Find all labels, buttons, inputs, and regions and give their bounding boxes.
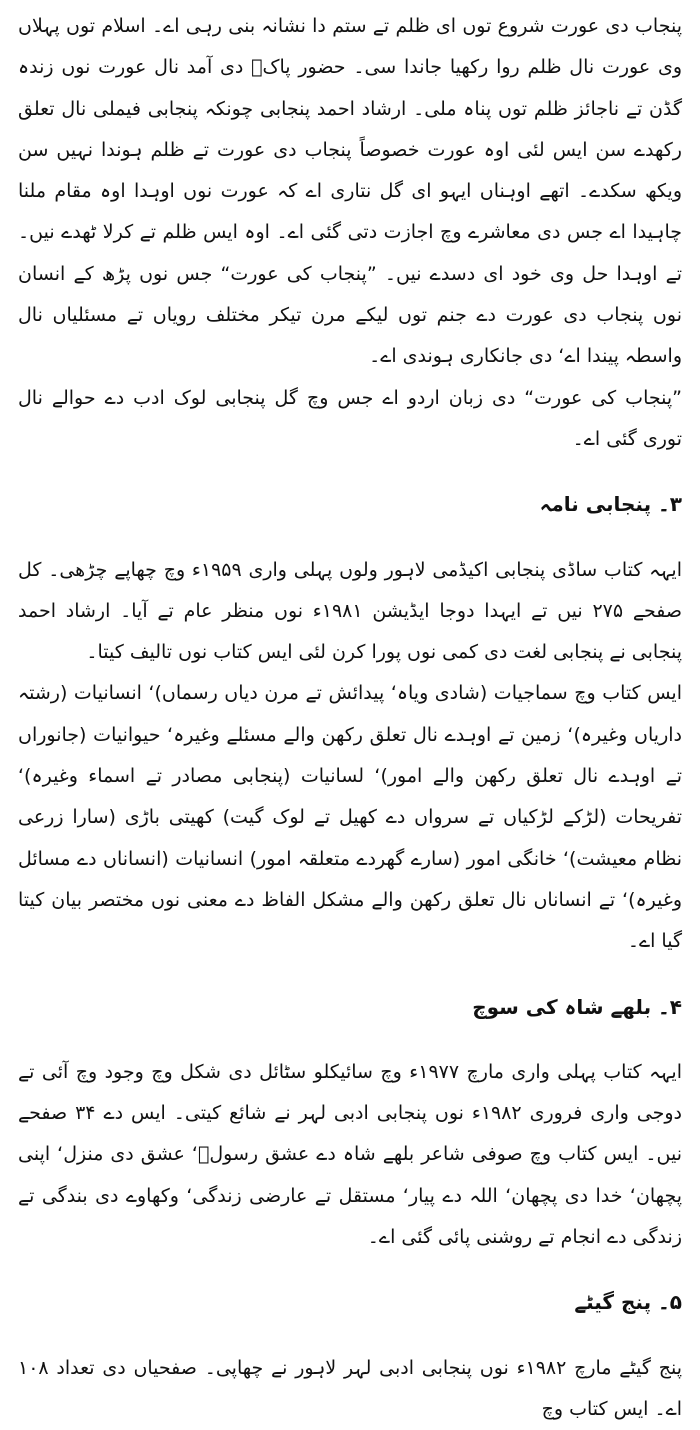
section-gap [18, 1028, 682, 1052]
section-gap [18, 526, 682, 550]
body-paragraph: ایہہ کتاب پہلی واری مارچ ۱۹۷۷ء وچ سائیکلو سٹائل دی شکل وچ وجود وچ آئی تے دوجی واری فروری ۱۹۸۲ء نوں پنجابی ادبی لہر نے شائع کیتی۔ ایس دے ۳۴ صفحے نیں۔ ایس کتاب وچ صوفی شاعر بلھے شاہ دے عشق رسولؐ‘ عشق دی منزل‘ اپنی پچھان‘ خدا دی پچھان‘ اللہ دے پیار‘ مستقل تے عارضی زندگی‘ وکھاوے دی بندگی تے زندگی دے انجام تے روشنی پائی گئی اے۔ [18, 1060, 682, 1249]
body-paragraph: پنج گیٹے مارچ ۱۹۸۲ء نوں پنجابی ادبی لہر لاہور نے چھاپی۔ صفحیاں دی تعداد ۱۰۸ اے۔ ایس کتاب وچ [18, 1356, 682, 1420]
body-paragraph: ایہہ کتاب ساڈی پنجابی اکیڈمی لاہور ولوں پہلی واری ۱۹۵۹ء وچ چھاپے چڑھی۔ کل صفحے ۲۷۵ نیں تے ایہدا دوجا ایڈیشن ۱۹۸۱ء نوں منظر عام تے آیا۔ ارشاد احمد پنجابی نے پنجابی لغت دی کمی نوں پورا کرن لئی ایس کتاب نوں تالیف کیتا۔ [18, 558, 682, 664]
document-page [18, 6, 682, 1420]
body-paragraph: پنجاب دی عورت شروع توں ای ظلم تے ستم دا نشانہ بنی رہی اے۔ اسلام توں پہلاں وی عورت نال ظلم روا رکھیا جاندا سی۔ حضور پاکؐ دی آمد نال عورت نوں زندہ گڈن تے ناجائز ظلم توں پناہ ملی۔ ارشاد احمد پنجابی چونکہ پنجابی فیملی نال تعلق رکھدے سن ایس لئی اوہ عورت خصوصاً پنجاب دی عورت تے ظلم ہوندا نہیں سن ویکھ سکدے۔ اتھے اوہناں ایہو ای گل نتاری اے کہ عورت نوں اوہدا اوہ مقام ملنا چاہیدا اے جس دی معاشرے وچ اجازت دتی گئی اے۔ اوہ ایس ظلم تے کرلا ٹھدے نیں۔ تے اوہدا حل وی خود ای دسدے نیں۔ ”پنجاب کی عورت“ جس نوں پڑھ کے انسان نوں پنجاب دی عورت دے جنم توں لیکے مرن تیکر مختلف رویاں تے مسئلیاں نال واسطہ پیندا اے‘ دی جانکاری ہوندی اے۔ [18, 15, 682, 368]
section-gap [18, 1324, 682, 1348]
body-paragraph: ”پنجاب کی عورت“ دی زبان اردو اے جس وچ گل پنجابی لوک ادب دے حوالے نال توری گئی اے۔ [18, 386, 682, 450]
section-heading: ۵۔ پنج گیٹے [574, 1290, 682, 1315]
section-gap [18, 460, 682, 484]
section-gap [18, 963, 682, 987]
section-gap [18, 1258, 682, 1282]
section-heading: ۳۔ پنجابی نامہ [539, 492, 682, 517]
section-heading: ۴۔ بلھے شاہ کی سوچ [472, 994, 682, 1019]
body-paragraph: ایس کتاب وچ سماجیات (شادی ویاہ‘ پیدائش تے مرن دیاں رسماں)‘ انسانیات (رشتہ داریاں وغیرہ)‘ زمین تے اوہدے نال تعلق رکھن والے مسئلے وغیرہ‘ حیوانیات (جانوراں تے اوہدے نال تعلق رکھن والے امور)‘ لسانیات (پنجابی مصادر تے اسماء وغیرہ)‘ تفریحات (لڑکے لڑکیاں تے سرواں دے کھیل تے لوک گیت) کھیتی باڑی (سارا زرعی نظام معیشت)‘ خانگی امور (سارے گھردے متعلقہ امور) انسانیات (انساناں دے مسائل وغیرہ)‘ تے انساناں نال تعلق رکھن والے مشکل الفاظ دے معنی نوں مختصر بیان کیتا گیا اے۔ [18, 682, 682, 953]
